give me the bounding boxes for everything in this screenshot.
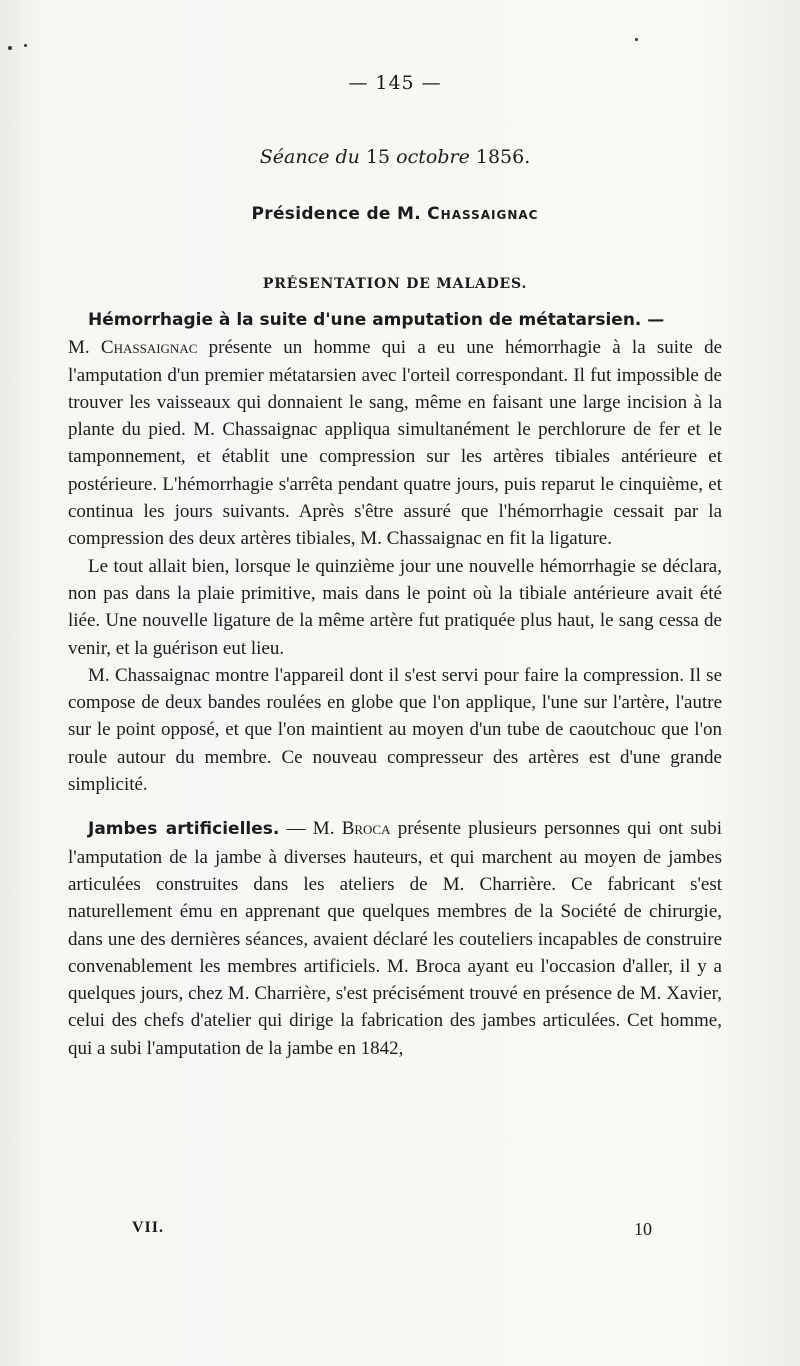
article-paragraph: M. Chassaignac montre l'appareil dont il s'est servi pour faire la compression. Il se compose de deux bandes roulées en globe que l'on applique, l'une sur l'artère, l'autre sur le point opposé, et que l'on maintient au moyen d'un tube de caoutchouc que l'on roule autour du membre. Ce nouveau compresseur des artères est d'une grande simplicité. — [68, 664, 722, 796]
author-name: Broca — [341, 818, 391, 840]
title-dash: — M. — [279, 818, 342, 840]
session-year: 1856. — [475, 146, 531, 168]
article-title: Jambes artificielles. — [88, 819, 280, 840]
volume-signature: VII. — [132, 1219, 165, 1236]
section-heading: PRÉSENTATION DE MALADES. — [262, 276, 528, 292]
article-paragraph: Le tout allait bien, lorsque le quinzième jour une nouvelle hémorrhagie se déclara, non pas dans la plaie primitive, mais dans le point où la tibiale antérieure avait été liée. Une nouvelle ligature de la même artère fut pratiquée plus haut, le sang cessa de venir, et la guérison eut lieu. — [68, 555, 722, 659]
session-prefix: Séance du — [259, 146, 366, 168]
presidency-name: Chassaignac — [427, 204, 539, 224]
article-paragraph — [68, 306, 722, 553]
sheet-signature: 10 — [634, 1219, 652, 1239]
page-content — [68, 72, 722, 1062]
article-title: Hémorrhagie à la suite d'une amputation de métatarsien. — — [88, 310, 665, 330]
article-paragraph — [68, 815, 722, 1062]
paragraph-text: présente un homme qui a eu une hémorrhagie à la suite de l'amputation d'un premier métatarsien avec l'orteil correspondant. Il fut impossible de trouver les vaisseaux qui donnaient le sang, même en faisant une large incision à la plante du pied. M. Chassaignac appliqua simultanément le perchlorure de fer et le tamponnement, et établit une compression sur les artères tibiales antérieure et postérieure. L'hémorrhagie s'arrêta pendant quatre jours, puis reparut le cinquième, et continua les jours suivants. Après s'être assuré que l'hémorrhagie cessait par la compression des deux artères tibiales, M. Chassaignac en fit la ligature. — [68, 337, 723, 550]
session-month: octobre — [390, 146, 476, 168]
session-date — [68, 146, 722, 168]
ink-speck — [635, 38, 638, 41]
paragraph-gap — [68, 798, 722, 815]
presidency-prefix: Présidence de M. — [251, 204, 428, 224]
presidency-line — [68, 204, 722, 224]
ink-speck — [24, 44, 27, 47]
ink-speck — [8, 46, 12, 50]
session-day: 15 — [365, 146, 391, 168]
paragraph-text: présente plusieurs personnes qui ont subi l'amputation de la jambe à diverses hauteurs, et qui marchent au moyen de jambes articulées construites dans les ateliers de M. Charrière. Ce fabricant s'est naturellement ému en apprenant que quelques membres de la Société de chirurgie, dans une des dernières séances, avaient déclaré les couteliers incapables de construire convenablement les membres artificiels. M. Broca ayant eu l'occasion d'aller, il y a quelques jours, chez M. Charrière, s'est précisément trouvé en présence de M. Xavier, celui des chefs d'atelier qui dirige la fabrication des jambes articulées. Cet homme, qui a subi l'amputation de la jambe en 1842, — [68, 818, 722, 1059]
author-name: M. Chassaignac — [68, 337, 198, 359]
page-number: — 145 — — [348, 72, 442, 94]
